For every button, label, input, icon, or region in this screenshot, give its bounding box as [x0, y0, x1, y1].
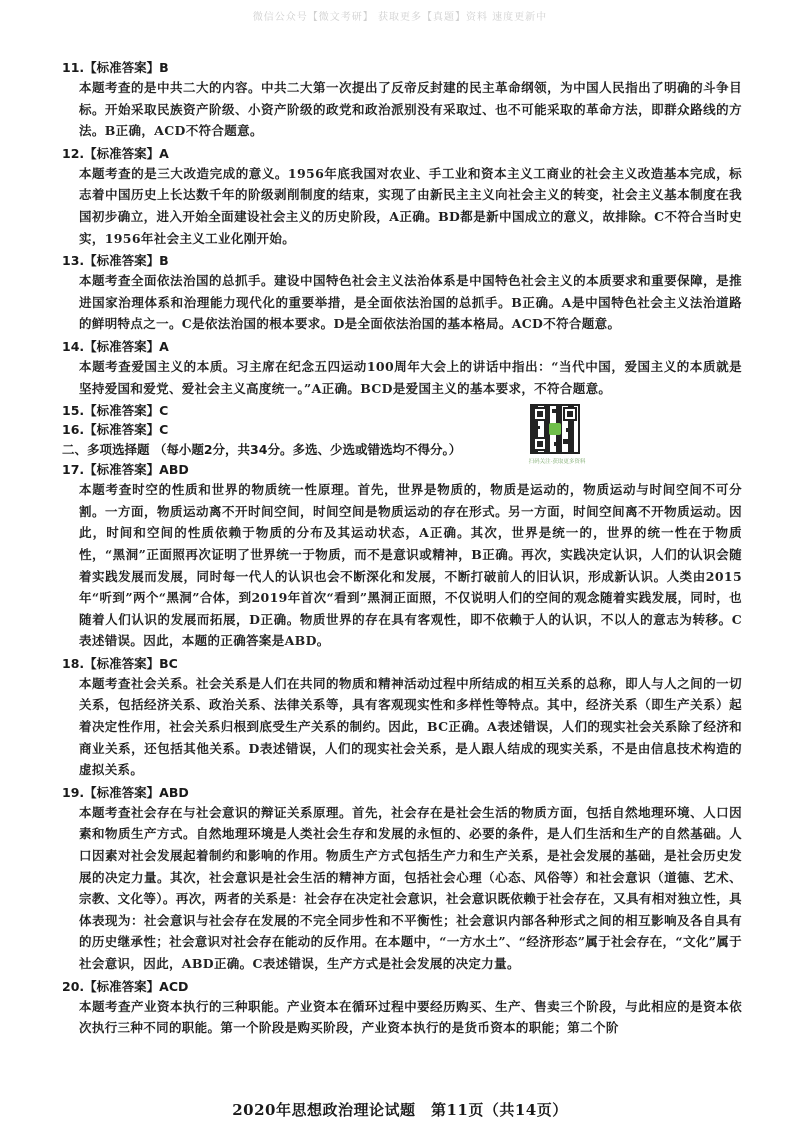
watermark-text: 微信公众号【微文考研】 获取更多【真题】资料 速度更新中	[252, 12, 548, 23]
question-12-explanation: 本题考查的是三大改造完成的意义。1956年底我国对农业、手工业和资本主义工商业的社会主义改造基本完成，标志着中国历史上长达数千年的阶级剥削制度的结束，实现了由新民主主义向社会主义的转变，社会主义基本制度在我国初步确立，进入开始全面建设社会主义的历史阶段，A正确。BD都是新中国成立的意义，故排除。C不符合当时史实，1956年社会主义工业化刚开始。	[79, 165, 742, 246]
question-14-explanation: 本题考查爱国主义的本质。习主席在纪念五四运动100周年大会上的讲话中指出：“当代中国，爱国主义的本质就是坚持爱国和爱党、爱社会主义高度统一。”A正确。BCD是爱国主义的基本要求，不符合题意。	[79, 358, 742, 396]
multiple-choice-section-title: 二、多项选择题 （每小题2分，共34分。多选、少选或错选均不得分。）	[62, 442, 462, 458]
question-15-head: 15.【标准答案】C	[62, 403, 169, 419]
question-17-explanation: 本题考查时空的性质和世界的物质统一性原理。首先，世界是物质的，物质是运动的，物质运动与时间空间不可分割。一方面，物质运动离不开时间空间，时间空间是物质运动的存在形式。另一方面，时间空间离不开物质运动。因此，时间和空间的性质依赖于物质的分布及其运动状态，A正确。其次，世界是统一的，世界的统一性在于物质性，“黑洞”正面照再次证明了世界统一于物质，而不是意识或精神，B正确。再次，实践决定认识，人们的认识会随着实践发展而发展，同时每一代人的认识也会不断深化和发展，不断打破前人的旧认识，形成新认识。人类由2015年“听到”两个“黑洞”合体，到2019年首次“看到”黑洞正面照，不仅说明人们的空间的观念随着实践发展，同时，也随着人们认识的发展而拓展，D正确。物质世界的存在具有客观性，即不依赖于人的认识，不以人的意志为转移。C表述错误。因此，本题的正确答案是ABD。	[79, 482, 742, 649]
question-16-head: 16.【标准答案】C	[62, 422, 169, 438]
question-20-explanation: 本题考查产业资本执行的三种职能。产业资本在循环过程中要经历购买、生产、售卖三个阶段，与此相应的是资本依次执行三种不同的职能。第一个阶段是购买阶段，产业资本执行的是货币资本的职能；第二个阶	[79, 998, 742, 1036]
page-footer: 2020年思想政治理论试题 第11页（共14页）	[232, 1101, 568, 1119]
question-11-head: 11.【标准答案】B	[62, 60, 169, 75]
question-19-head: 19.【标准答案】ABD	[62, 784, 189, 800]
qr-caption: 扫码关注·获取更多资料	[528, 459, 586, 465]
question-19-explanation: 本题考查社会存在与社会意识的辩证关系原理。首先，社会存在是社会生活的物质方面，包括自然地理环境、人口因素和物质生产方式。自然地理环境是人类社会生存和发展的永恒的、必要的条件，是人们生活和生产的自然基础。人口因素对社会发展起着制约和影响的作用。物质生产方式包括生产力和生产关系，是社会发展的基础，是社会历史发展的决定力量。其次，社会意识是社会生活的精神方面，包括社会心理（心态、风俗等）和社会意识（道德、艺术、宗教、文化等）。再次，两者的关系是：社会存在决定社会意识，社会意识既依赖于社会存在，又具有相对独立性，具体表现为：社会意识与社会存在发展的不完全同步性和不平衡性；社会意识内部各种形式之间的相互影响及各自具有的历史继承性；社会意识对社会存在能动的反作用。在本题中，“一方水土”、“经济形态”属于社会存在，“文化”属于社会意识，因此，ABD正确。C表述错误，生产方式是社会发展的决定力量。	[79, 804, 742, 971]
question-13-head: 13.【标准答案】B	[62, 253, 169, 269]
question-12-head: 12.【标准答案】A	[62, 145, 169, 161]
question-18-head: 18.【标准答案】BC	[62, 655, 178, 671]
question-14-head: 14.【标准答案】A	[62, 338, 169, 354]
qr-code-icon[interactable]	[530, 404, 580, 454]
question-18-explanation: 本题考查社会关系。社会关系是人们在共同的物质和精神活动过程中所结成的相互关系的总称，即人与人之间的一切关系，包括经济关系、政治关系、法律关系等，具有客观现实性和多样性等特点。其中，经济关系（即生产关系）起着决定性作用，社会关系归根到底受生产关系的制约。因此，BC正确。A表述错误，人们的现实社会关系除了经济和商业关系，还包括其他关系。D表述错误，人们的现实社会关系，是人跟人结成的现实关系，不是由信息技术构造的虚拟关系。	[79, 675, 742, 778]
qr-code-block[interactable]	[527, 404, 587, 465]
question-13-explanation: 本题考查全面依法治国的总抓手。建设中国特色社会主义法治体系是中国特色社会主义的本质要求和重要保障，是推进国家治理体系和治理能力现代化的重要举措，是全面依法治国的总抓手。B正确。A是中国特色社会主义法治道路的鲜明特点之一。C是依法治国的根本要求。D是全面依法治国的基本格局。ACD不符合题意。	[79, 273, 742, 332]
qr-logo-icon	[549, 423, 561, 435]
question-17-head: 17.【标准答案】ABD	[62, 462, 189, 478]
question-20-head: 20.【标准答案】ACD	[62, 978, 189, 994]
answer-content	[62, 58, 742, 1039]
question-11-explanation: 本题考查的是中共二大的内容。中共二大第一次提出了反帝反封建的民主革命纲领，为中国人民指出了明确的斗争目标。开始采取民族资产阶级、小资产阶级的政党和政治派别没有采取过、也不可能采取的革命方法，即群众路线的方法。B正确，ACD不符合题意。	[79, 80, 742, 139]
